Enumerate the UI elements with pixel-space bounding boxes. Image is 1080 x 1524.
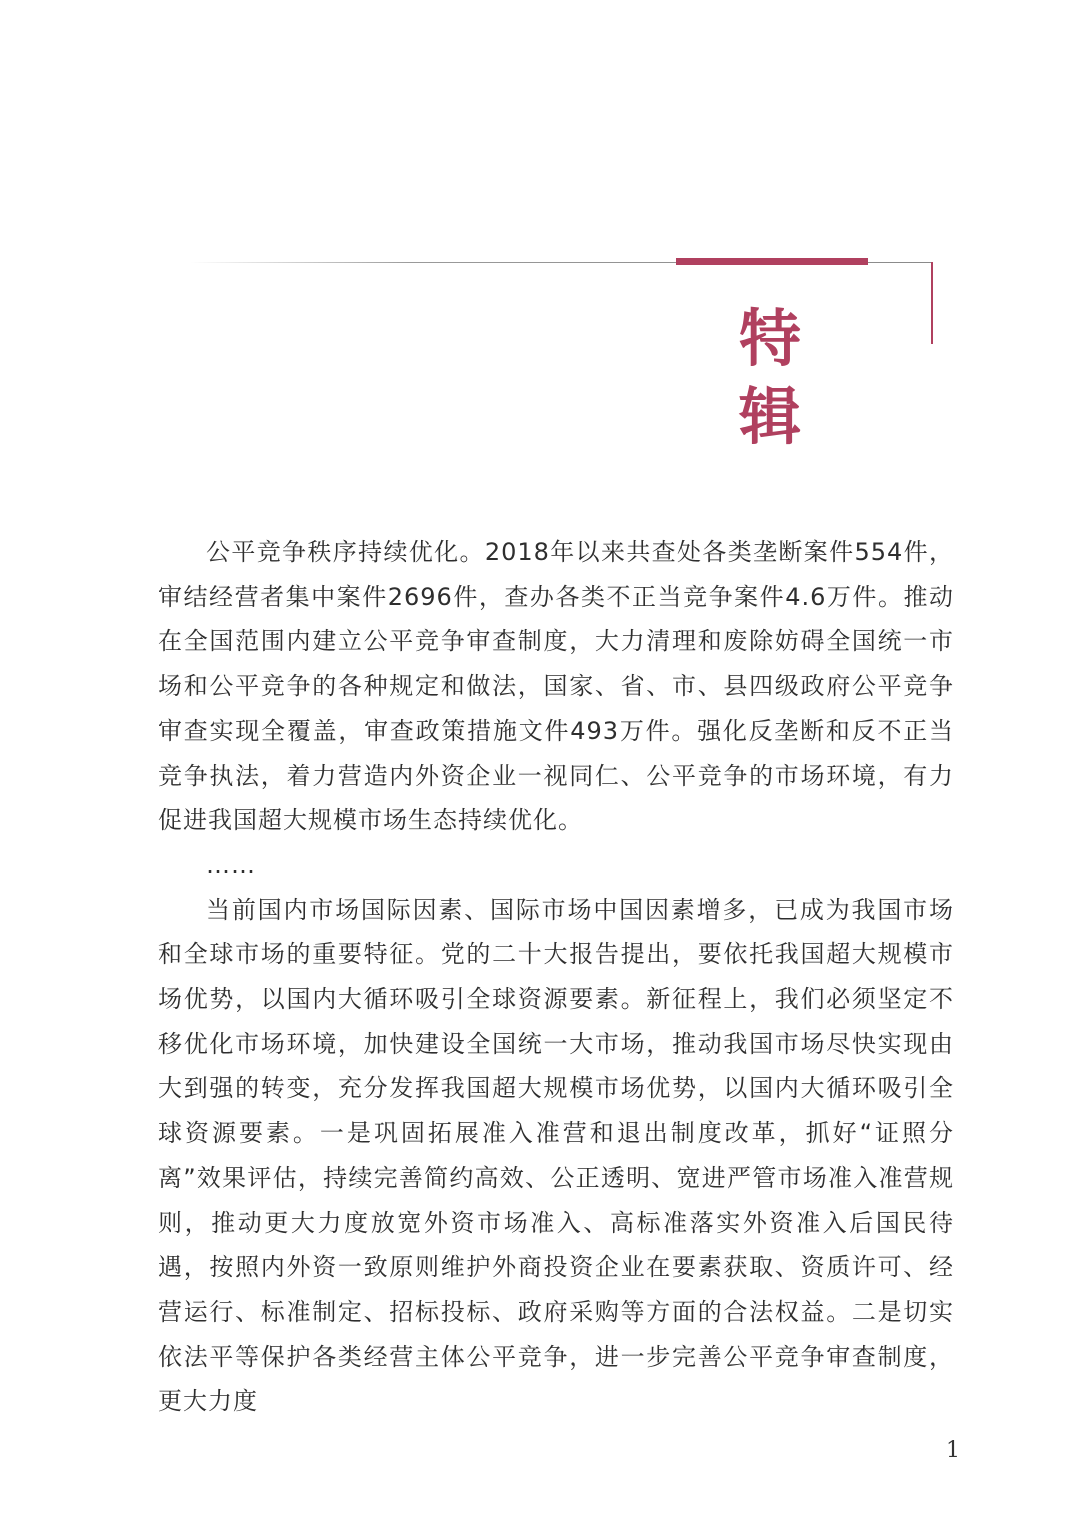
header-rule-vertical [931,262,933,344]
paragraph-ellipsis: …… [206,850,256,879]
article-body [158,530,954,1424]
paragraph-market-environment: 当前国内市场国际因素、国际市场中国因素增多，已成为我国市场和全球市场的重要特征。党的二十大报告提出，要依托我国超大规模市场优势，以国内大循环吸引全球资源要素。新征程上，我们必须坚定不移优化市场环境，加快建设全国统一大市场，推动我国市场尽快实现由大到强的转变，充分发挥我国超大规模市场优势，以国内大循环吸引全球资源要素。一是巩固拓展准入准营和退出制度改革，抓好“证照分离”效果评估，持续完善简约高效、公正透明、宽进严管市场准入准营规则，推动更大力度放宽外资市场准入、高标准落实外资准入后国民待遇，按照内外资一致原则维护外商投资企业在要素获取、资质许可、经营运行、标准制定、招标投标、政府采购等方面的合法权益。二是切实依法平等保护各类经营主体公平竞争，进一步完善公平竞争审查制度，更大力度 [158,895,954,1416]
paragraph-fair-competition: 公平竞争秩序持续优化。2018年以来共查处各类垄断案件554件，审结经营者集中案件2696件，查办各类不正当竞争案件4.6万件。推动在全国范围内建立公平竞争审查制度，大力清理和废除妨碍全国统一市场和公平竞争的各种规定和做法，国家、省、市、县四级政府公平竞争审查实现全覆盖，审查政策措施文件493万件。强化反垄断和反不正当竞争执法，着力营造内外资企业一视同仁、公平竞争的市场环境，有力促进我国超大规模市场生态持续优化。 [158,538,954,835]
header-rule-accent [676,258,868,265]
page-number: 1 [946,1438,960,1463]
section-title: 特辑 [738,302,861,453]
